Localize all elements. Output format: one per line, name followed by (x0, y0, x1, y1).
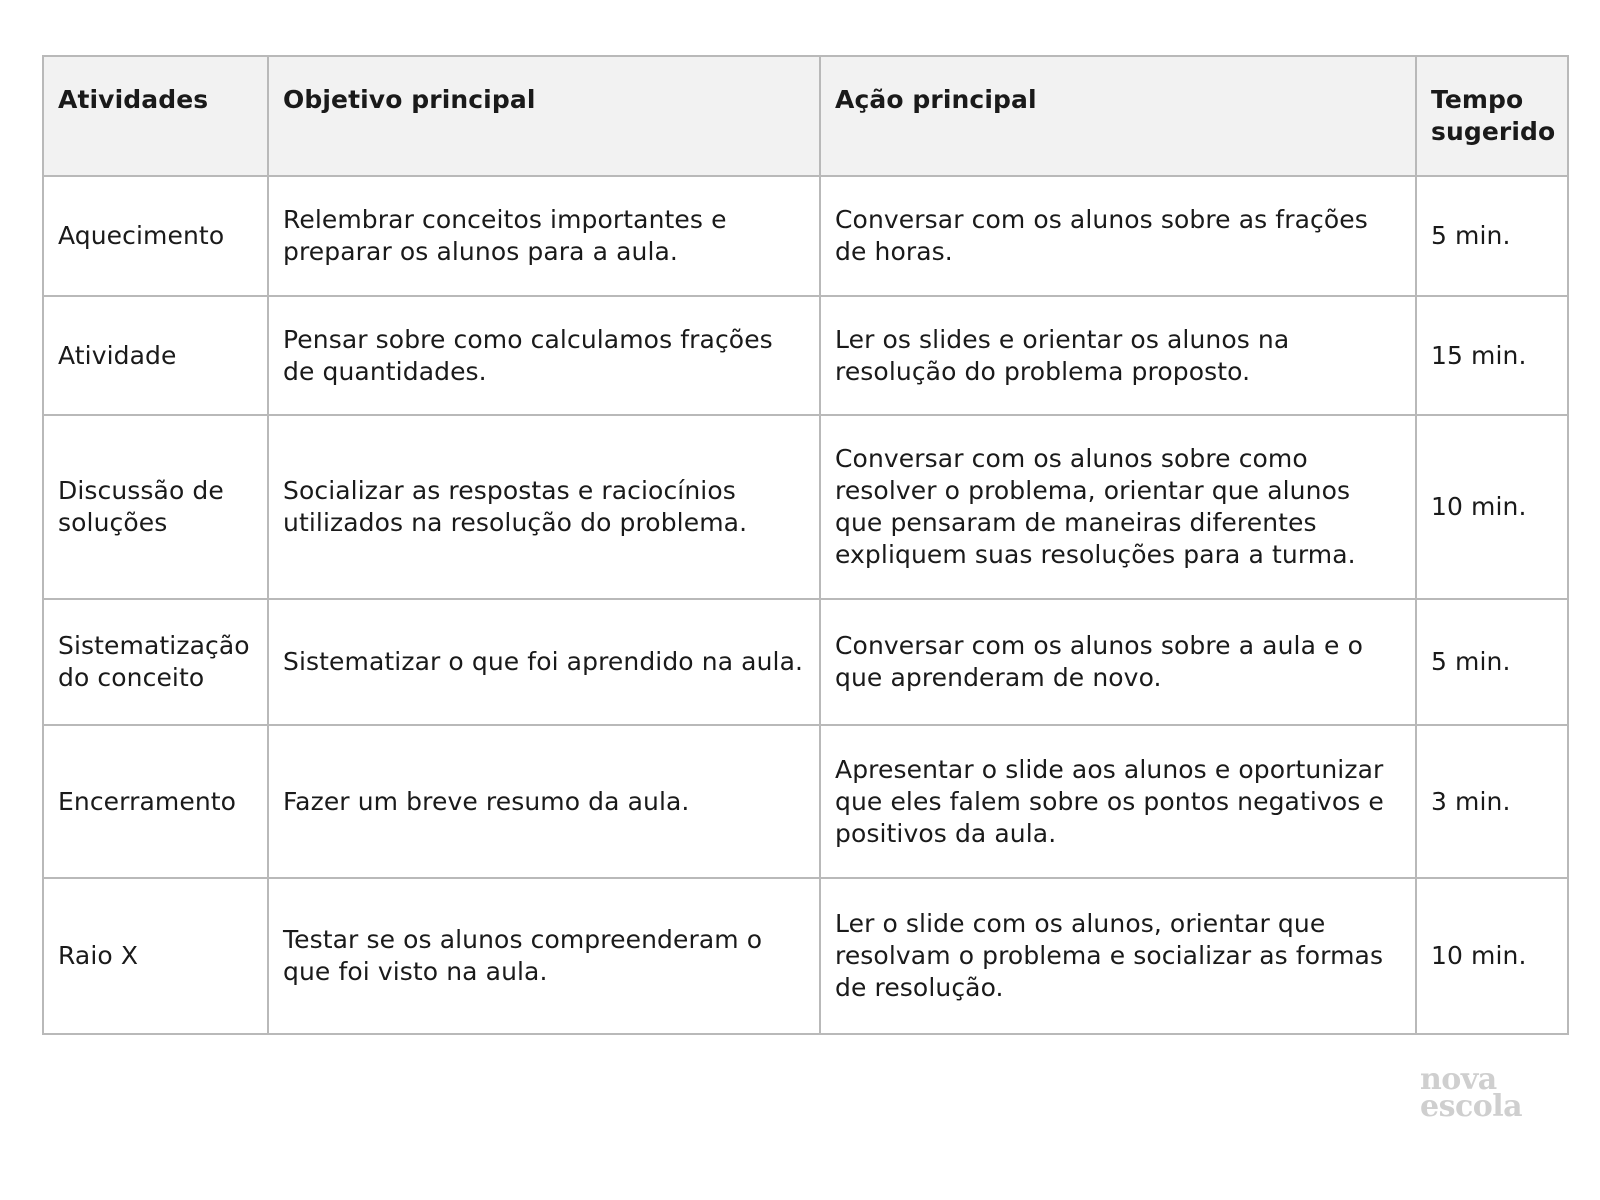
cell-atividade: Encerramento (43, 725, 268, 878)
table-row (43, 415, 1568, 599)
header-tempo-sugerido: Tempo sugerido (1416, 56, 1568, 176)
cell-objetivo: Pensar sobre como calculamos frações de quantidades. (268, 296, 820, 415)
cell-acao: Conversar com os alunos sobre a aula e o que aprenderam de novo. (820, 599, 1416, 725)
cell-acao: Conversar com os alunos sobre as frações de horas. (820, 176, 1416, 296)
table-header-row (43, 56, 1568, 176)
nova-escola-logo (1420, 1062, 1523, 1124)
table-row (43, 176, 1568, 296)
cell-objetivo: Testar se os alunos compreenderam o que foi visto na aula. (268, 878, 820, 1034)
table-row (43, 599, 1568, 725)
cell-tempo: 3 min. (1416, 725, 1568, 878)
cell-tempo: 10 min. (1416, 878, 1568, 1034)
cell-tempo: 5 min. (1416, 176, 1568, 296)
cell-atividade: Discussão de soluções (43, 415, 268, 599)
logo-line-nova: nova (1420, 1062, 1497, 1097)
header-atividades: Atividades (43, 56, 268, 176)
table-row (43, 296, 1568, 415)
cell-atividade: Aquecimento (43, 176, 268, 296)
cell-atividade: Atividade (43, 296, 268, 415)
cell-tempo: 10 min. (1416, 415, 1568, 599)
cell-objetivo: Sistematizar o que foi aprendido na aula. (268, 599, 820, 725)
table-row (43, 878, 1568, 1034)
cell-tempo: 15 min. (1416, 296, 1568, 415)
cell-tempo: 5 min. (1416, 599, 1568, 725)
cell-atividade: Raio X (43, 878, 268, 1034)
lesson-plan-table (42, 55, 1569, 1035)
cell-acao: Ler os slides e orientar os alunos na resolução do problema proposto. (820, 296, 1416, 415)
logo-line-escola: escola (1420, 1089, 1523, 1124)
cell-objetivo: Relembrar conceitos importantes e preparar os alunos para a aula. (268, 176, 820, 296)
cell-objetivo: Socializar as respostas e raciocínios utilizados na resolução do problema. (268, 415, 820, 599)
table-row (43, 725, 1568, 878)
cell-atividade: Sistematização do conceito (43, 599, 268, 725)
cell-acao: Apresentar o slide aos alunos e oportunizar que eles falem sobre os pontos negativos e positivos da aula. (820, 725, 1416, 878)
cell-objetivo: Fazer um breve resumo da aula. (268, 725, 820, 878)
cell-acao: Conversar com os alunos sobre como resolver o problema, orientar que alunos que pensaram de maneiras diferentes expliquem suas resoluções para a turma. (820, 415, 1416, 599)
header-acao-principal: Ação principal (820, 56, 1416, 176)
header-objetivo-principal: Objetivo principal (268, 56, 820, 176)
cell-acao: Ler o slide com os alunos, orientar que resolvam o problema e socializar as formas de resolução. (820, 878, 1416, 1034)
